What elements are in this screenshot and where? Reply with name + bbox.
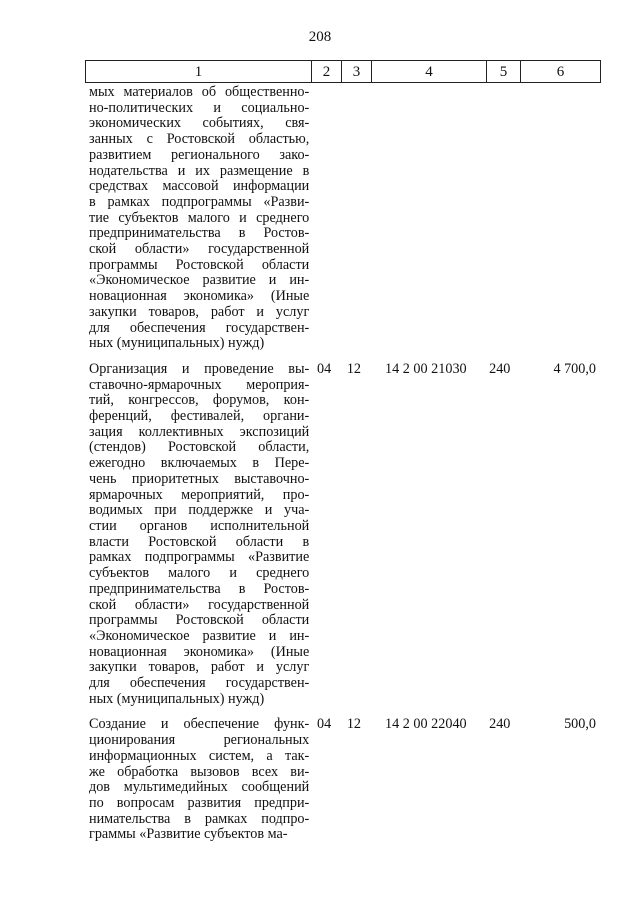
- description-line: Организация и проведение вы-: [89, 360, 310, 377]
- table-row: [85, 717, 600, 843]
- table-row: [85, 362, 600, 707]
- description-line: закупки товаров, работ и услуг: [89, 659, 310, 676]
- row-description: [85, 717, 309, 843]
- expense-type-code: 240: [489, 716, 511, 733]
- description-line: дов мультимедийных сообщений: [89, 779, 310, 796]
- expense-type-code: 240: [489, 360, 511, 377]
- section-code: 04: [317, 716, 332, 733]
- description-line: для обеспечения государствен-: [89, 675, 310, 692]
- description-line: нимательства в рамках подпро-: [89, 810, 310, 827]
- subsection-code: [339, 85, 369, 352]
- description-line: ставочно-ярмарочных мероприя-: [89, 376, 310, 393]
- section-code: [309, 85, 339, 352]
- amount: 4 700,0: [553, 360, 596, 377]
- description-line: закупки товаров, работ и услуг: [89, 303, 310, 320]
- header-col-6: 6: [521, 61, 601, 83]
- table-body: [85, 85, 600, 843]
- page-number: 208: [308, 29, 332, 45]
- description-line: власти Ростовской области в: [89, 533, 310, 550]
- description-line: программы Ростовской области: [89, 612, 310, 629]
- description-line: субъектов малого и среднего: [89, 565, 310, 582]
- row-description: [85, 85, 309, 352]
- description-line: тие субъектов малого и среднего: [89, 209, 310, 226]
- description-line: программы Ростовской области: [89, 256, 310, 273]
- description-line: тий, конгрессов, форумов, кон-: [89, 392, 310, 409]
- description-line: новационная экономика» (Иные: [89, 643, 310, 660]
- description-line: «Экономическое развитие и ин-: [89, 272, 310, 289]
- description-line: по вопросам развития предпри-: [89, 794, 310, 811]
- subsection-code: 12: [346, 716, 361, 733]
- description-line: предпринимательства в Ростов-: [89, 580, 310, 597]
- table-row: [85, 85, 600, 352]
- description-line: информационных систем, а так-: [89, 747, 310, 764]
- amount: [517, 85, 600, 352]
- description-line: зация коллективных экспозиций: [89, 423, 310, 440]
- header-col-2: 2: [312, 61, 342, 83]
- header-col-5: 5: [487, 61, 521, 83]
- header-col-4: 4: [372, 61, 487, 83]
- description-line: «Экономическое развитие и ин-: [89, 627, 310, 644]
- description-line: ской области» государственной: [89, 596, 310, 613]
- description-line: для обеспечения государствен-: [89, 319, 310, 336]
- table-header: [85, 60, 601, 83]
- row-description: [85, 362, 309, 707]
- subsection-code: 12: [346, 360, 361, 377]
- description-line: ных (муниципальных) нужд): [89, 335, 265, 352]
- description-line: ференций, фестивалей, органи-: [89, 408, 310, 425]
- target-article-code: 14 2 00 22040: [385, 716, 467, 733]
- description-line: граммы «Развитие субъектов ма-: [89, 826, 288, 843]
- description-line: средствах массовой информации: [89, 178, 310, 195]
- header-row: [86, 61, 601, 83]
- description-line: ционирования региональных: [89, 732, 310, 749]
- description-line: предпринимательства в Ростов-: [89, 225, 310, 242]
- description-line: (стендов) Ростовской области,: [89, 439, 310, 456]
- header-col-3: 3: [342, 61, 372, 83]
- description-line: же обработка вызовов всех ви-: [89, 763, 310, 780]
- description-line: ных (муниципальных) нужд): [89, 690, 265, 707]
- description-line: стии органов исполнительной: [89, 517, 310, 534]
- amount: 500,0: [564, 716, 596, 733]
- description-line: рамках подпрограммы «Развитие: [89, 549, 310, 566]
- description-line: нодательства и их размещение в: [89, 162, 310, 179]
- description-line: новационная экономика» (Иные: [89, 288, 310, 305]
- description-line: ярмарочных мероприятий, про-: [89, 486, 310, 503]
- target-article-code: 14 2 00 21030: [385, 360, 467, 377]
- description-line: ской области» государственной: [89, 241, 310, 258]
- description-line: ежегодно включаемых в Пере-: [89, 455, 310, 472]
- description-line: мых материалов об общественно-: [89, 84, 310, 100]
- expense-type-code: [483, 85, 517, 352]
- description-line: чень приоритетных выставочно-: [89, 470, 310, 487]
- target-article-code: [369, 85, 483, 352]
- section-code: 04: [317, 360, 332, 377]
- description-line: в рамках подпрограммы «Разви-: [89, 193, 310, 210]
- description-line: занных с Ростовской областью,: [89, 131, 310, 148]
- description-line: но-политических и социально-: [89, 99, 310, 116]
- description-line: Создание и обеспечение функ-: [89, 716, 310, 733]
- description-line: развитием регионального зако-: [89, 146, 310, 163]
- header-col-1: 1: [86, 61, 312, 83]
- description-line: водимых при поддержке и уча-: [89, 502, 310, 519]
- description-line: экономических событиях, свя-: [89, 115, 310, 132]
